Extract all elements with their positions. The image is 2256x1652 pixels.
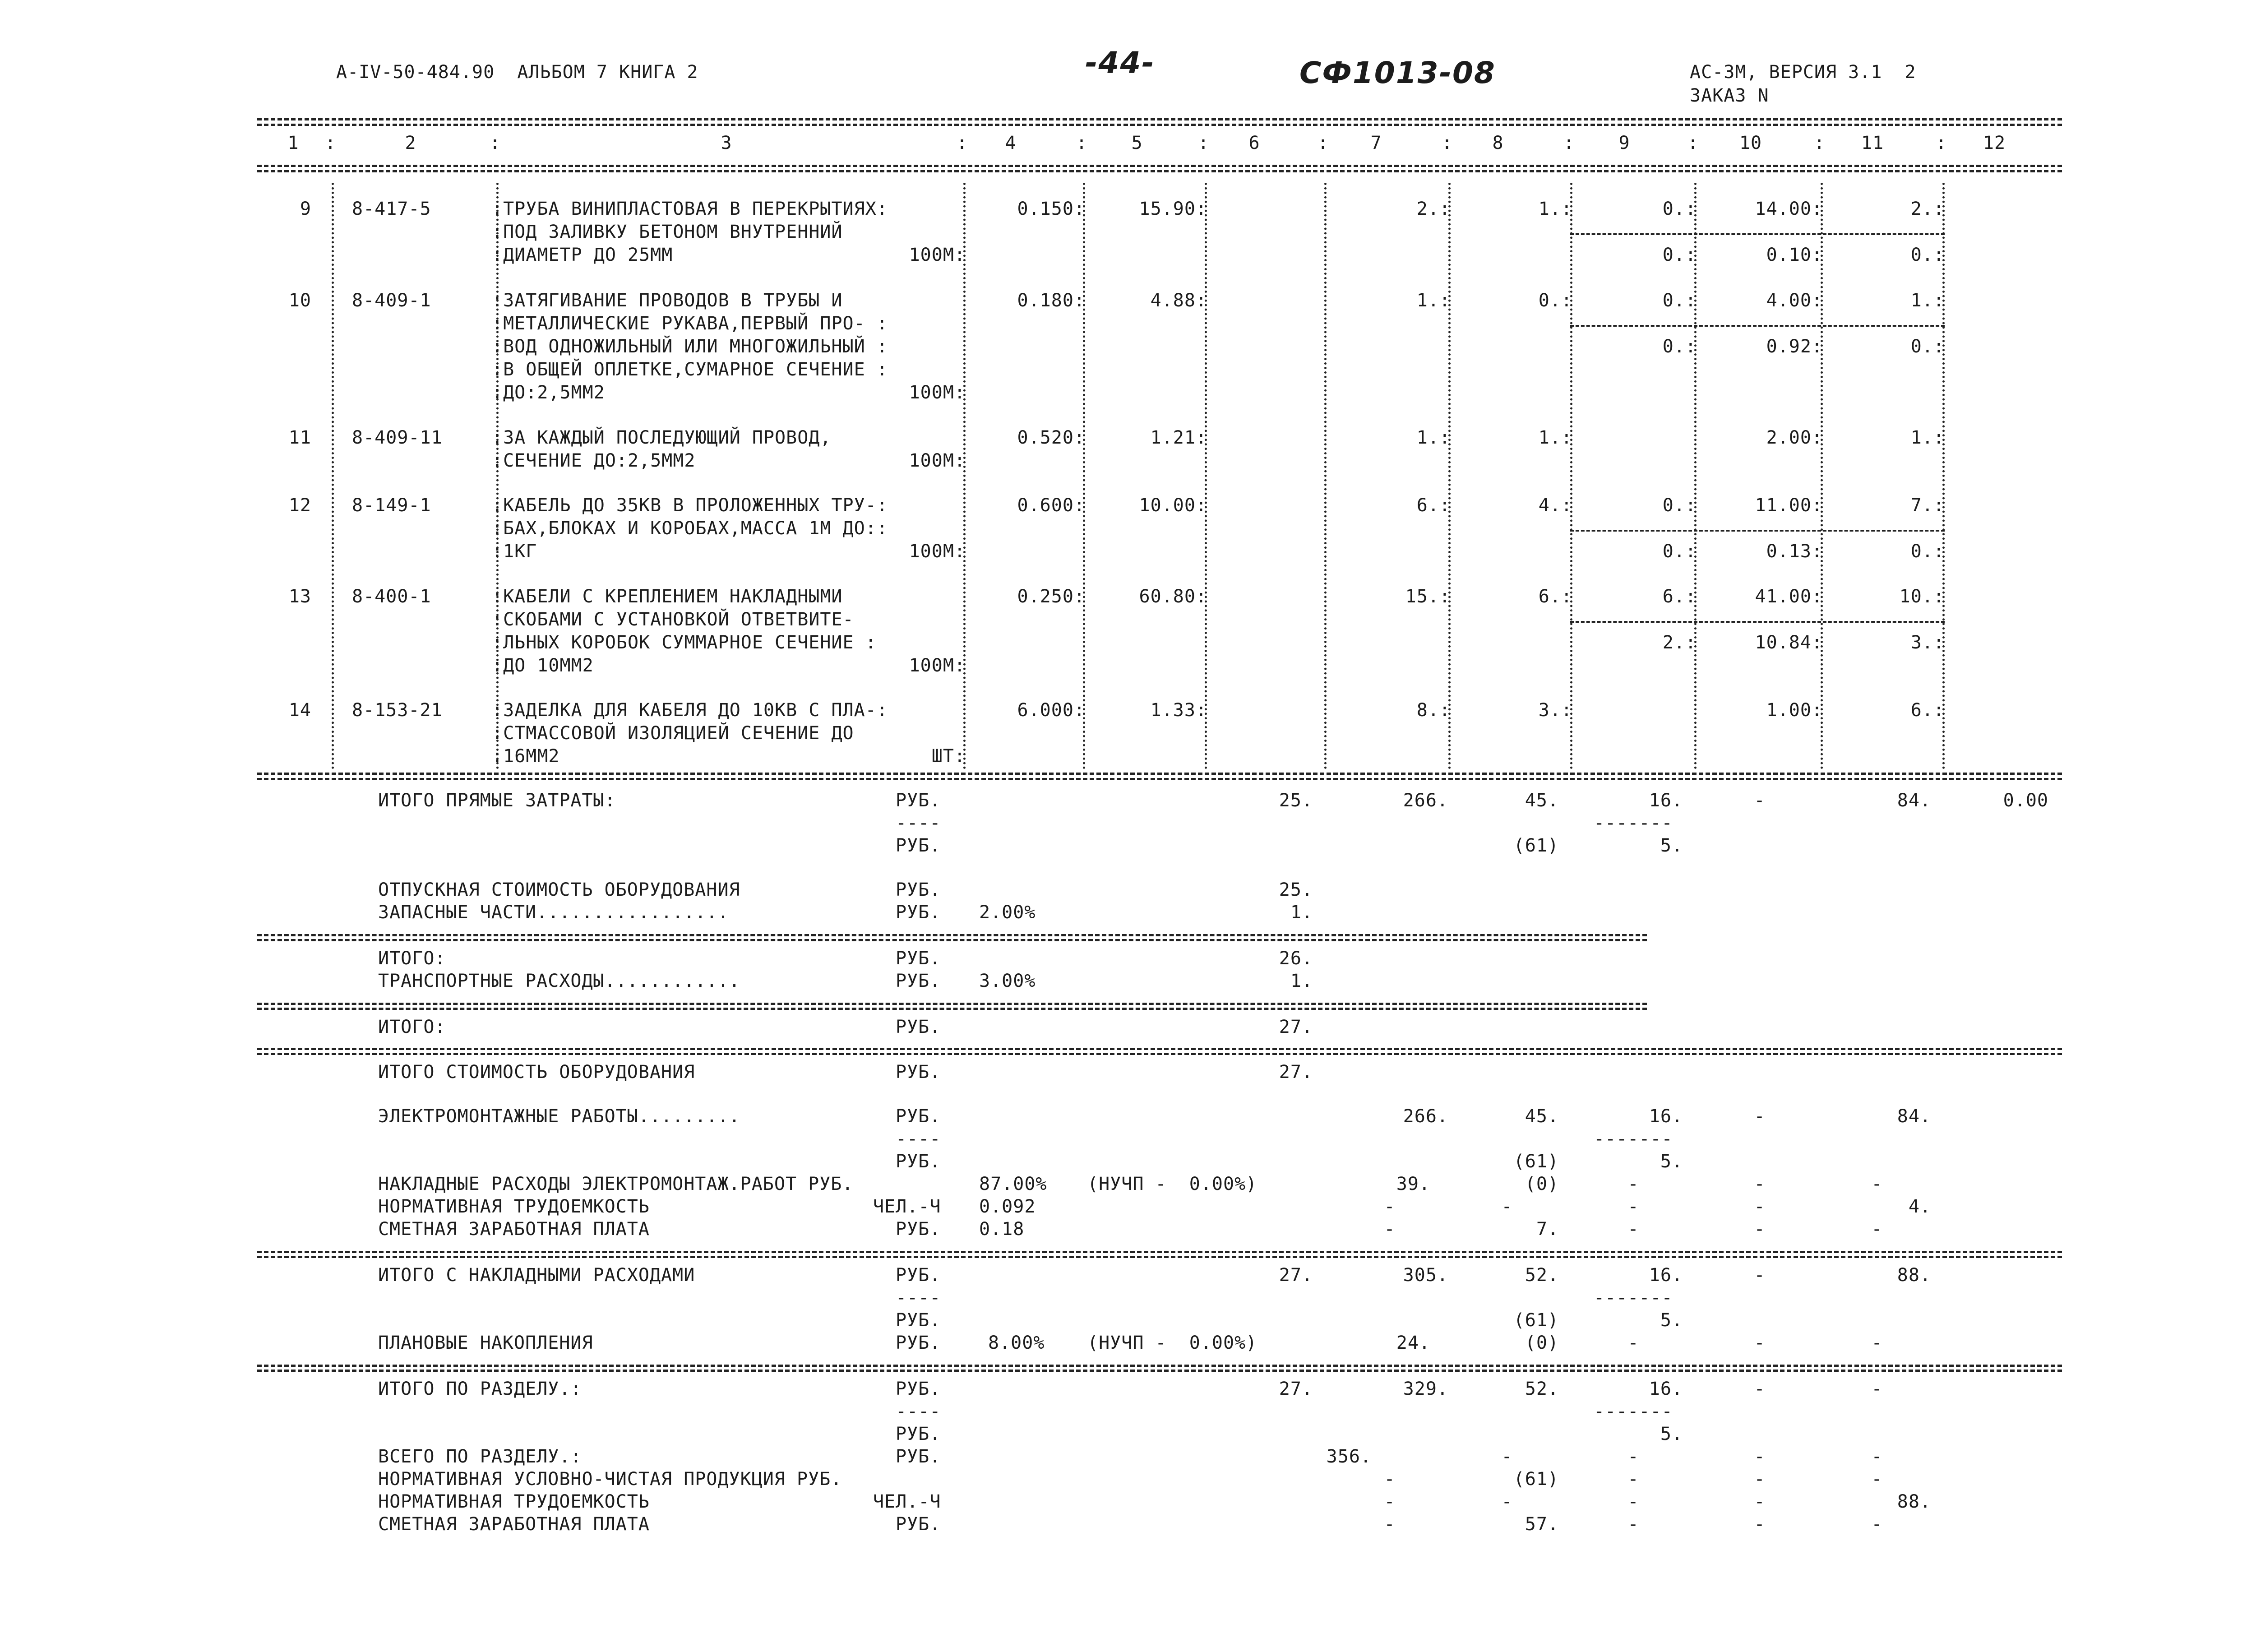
row-unit: ШТ:: [931, 746, 966, 767]
cell-col-9: 16.: [1649, 1379, 1683, 1399]
cell-col-8: -: [1501, 1491, 1513, 1512]
currency-unit: РУБ.: [896, 948, 941, 969]
rate-percent: 3.00%: [979, 971, 1036, 991]
handwritten-stamp: СФ1013-08: [1299, 56, 1496, 90]
row-description: :СЕЧЕНИЕ ДО:2,5ММ2: [492, 450, 696, 471]
col-header-10: 10: [1739, 133, 1762, 153]
cell-col-4: 0.520:: [1017, 427, 1085, 448]
cell-col-7: 266.: [1403, 1106, 1448, 1127]
row-description: :КАБЕЛИ С КРЕПЛЕНИЕМ НАКЛАДНЫМИ: [492, 586, 843, 607]
row-split-rule: [1570, 233, 1945, 235]
col-sep: :: [957, 133, 968, 153]
summary-label: НОРМАТИВНАЯ УСЛОВНО-ЧИСТАЯ ПРОДУКЦИЯ РУБ.: [378, 1469, 842, 1490]
cell-col-9: -: [1627, 1514, 1639, 1535]
cell-col-8: 1.:: [1538, 199, 1572, 219]
cell-col-4: 0.150:: [1017, 199, 1085, 219]
col-sep: :: [1563, 133, 1575, 153]
cell-col-5: 15.90:: [1139, 199, 1207, 219]
row-code: 8-149-1: [352, 495, 431, 516]
row-number: 13: [288, 586, 311, 607]
row-number: 10: [288, 290, 311, 311]
nuchp-note: (НУЧП - 0.00%): [1087, 1333, 1257, 1353]
cell-col-8: (0): [1525, 1333, 1559, 1353]
col-header-1: 1: [287, 133, 299, 153]
cell-col-8: 0.:: [1538, 290, 1572, 311]
col-header-2: 2: [405, 133, 416, 153]
currency-unit: РУБ.: [896, 790, 941, 811]
software-version: АС-3М, ВЕРСИЯ 3.1 2: [1690, 62, 1916, 83]
cell-col-9: 6.:: [1662, 586, 1697, 607]
cell-col-10: -: [1754, 1333, 1766, 1353]
cell-col-11: 1.:: [1910, 427, 1945, 448]
cell-col-10: -: [1754, 1446, 1766, 1467]
rate-percent: 87.00%: [979, 1174, 1047, 1194]
row-description: :БАХ,БЛОКАХ И КОРОБАХ,МАССА 1М ДО::: [492, 518, 888, 539]
summary-label: ПЛАНОВЫЕ НАКОПЛЕНИЯ: [378, 1333, 593, 1353]
row-number: 14: [288, 700, 311, 721]
row-number: 11: [288, 427, 311, 448]
col-header-9: 9: [1618, 133, 1630, 153]
cell-col-10: 1.00:: [1766, 700, 1823, 721]
cell-col-11: 0.:: [1910, 245, 1945, 265]
cell-col-4: 0.180:: [1017, 290, 1085, 311]
cell-col-10: 0.92:: [1766, 336, 1823, 357]
cell-col-9: -: [1627, 1174, 1639, 1194]
cell-col-10: 10.84:: [1755, 632, 1823, 653]
cell-col-11: -: [1871, 1219, 1883, 1240]
row-description: :1КГ: [492, 541, 537, 562]
cell-col-11: 1.:: [1910, 290, 1945, 311]
rule-marker: ----: [896, 1401, 941, 1422]
cell-col-9: 5.: [1660, 1424, 1683, 1444]
items-end-rule-2: [257, 778, 2062, 780]
row-description: :СКОБАМИ С УСТАНОВКОЙ ОТВЕТВИТЕ-: [492, 609, 854, 630]
col-header-12: 12: [1983, 133, 2006, 153]
cell-col-9: -: [1627, 1219, 1639, 1240]
grand-total: 356.: [1326, 1446, 1372, 1467]
currency-unit: РУБ.: [896, 1379, 941, 1399]
cell-col-5: 60.80:: [1139, 586, 1207, 607]
cell-col-8: 45.: [1525, 1106, 1559, 1127]
cell-col-10: -: [1754, 1514, 1766, 1535]
column-divider: [1205, 183, 1207, 769]
currency-unit: РУБ.: [896, 879, 941, 900]
column-divider: [332, 183, 334, 769]
cell-col-4: 0.600:: [1017, 495, 1085, 516]
subtotal-rule-2: [257, 939, 1647, 941]
cell-col-8: 3.:: [1538, 700, 1572, 721]
cell-col-6: 27.: [1279, 1265, 1313, 1286]
row-description: :КАБЕЛЬ ДО 35КВ В ПРОЛОЖЕННЫХ ТРУ-:: [492, 495, 888, 516]
cell-col-8: 52.: [1525, 1265, 1559, 1286]
currency-unit: РУБ.: [896, 1219, 941, 1240]
cell-col-8: (61): [1513, 1310, 1559, 1331]
summary-label: ИТОГО С НАКЛАДНЫМИ РАСХОДАМИ: [378, 1265, 695, 1286]
summary-label: НОРМАТИВНАЯ ТРУДОЕМКОСТЬ: [378, 1491, 650, 1512]
subtotal-rule: [257, 934, 1647, 936]
column-divider: [1083, 183, 1085, 769]
rate-percent: 8.00%: [988, 1333, 1045, 1353]
cell-col-7: 329.: [1403, 1379, 1448, 1399]
cell-col-9: -: [1627, 1333, 1639, 1353]
summary-label: ОТПУСКНАЯ СТОИМОСТЬ ОБОРУДОВАНИЯ: [378, 879, 740, 900]
currency-unit: РУБ.: [896, 1446, 941, 1467]
cell-col-9: 5.: [1660, 835, 1683, 856]
summary-label: ИТОГО:: [378, 948, 446, 969]
cell-col-8: 52.: [1525, 1379, 1559, 1399]
cell-col-11: -: [1871, 1333, 1883, 1353]
cell-col-6: 1.: [1290, 971, 1313, 991]
row-description: :ЛЬНЫХ КОРОБОК СУММАРНОЕ СЕЧЕНИЕ :: [492, 632, 877, 653]
cell-col-4: 0.250:: [1017, 586, 1085, 607]
cell-col-11: -: [1871, 1514, 1883, 1535]
cell-col-7: 1.:: [1416, 427, 1451, 448]
cell-col-12: 0.00: [2003, 790, 2048, 811]
cell-col-10: -: [1754, 1106, 1766, 1127]
col-sep: :: [490, 133, 501, 153]
row-description: :ДО 10ММ2: [492, 655, 594, 676]
cell-col-9: 0.:: [1662, 199, 1697, 219]
header-rule-bottom-2: [257, 170, 2062, 172]
column-divider: [1324, 183, 1327, 769]
cell-col-9: -: [1627, 1196, 1639, 1217]
cell-col-7: 1.:: [1416, 290, 1451, 311]
cell-col-9: 0.:: [1662, 336, 1697, 357]
row-code: 8-409-1: [352, 290, 431, 311]
row-code: 8-153-21: [352, 700, 443, 721]
cell-col-10: -: [1754, 790, 1766, 811]
cell-col-8: -: [1501, 1196, 1513, 1217]
items-end-rule: [257, 773, 2062, 775]
cell-col-9: 0.:: [1662, 245, 1697, 265]
column-divider: [1570, 183, 1572, 769]
cell-col-10: 2.00:: [1766, 427, 1823, 448]
row-description: :СТМАССОВОЙ ИЗОЛЯЦИЕЙ СЕЧЕНИЕ ДО: [492, 723, 854, 744]
col-header-7: 7: [1370, 133, 1382, 153]
section-rule: [257, 1365, 2062, 1367]
header-rule-top: [257, 118, 2062, 120]
cell-col-7: -: [1384, 1469, 1396, 1490]
section-rule-2: [257, 1053, 2062, 1055]
row-unit: 100М:: [909, 541, 966, 562]
cell-col-7: 305.: [1403, 1265, 1448, 1286]
col-sep: :: [325, 133, 337, 153]
cell-col-10: -: [1754, 1379, 1766, 1399]
cell-col-11: 4.: [1908, 1196, 1931, 1217]
row-code: 8-409-11: [352, 427, 443, 448]
cell-col-8: (61): [1513, 835, 1559, 856]
row-unit: 100М:: [909, 450, 966, 471]
row-description: :16ММ2: [492, 746, 560, 767]
cell-col-5: 1.33:: [1150, 700, 1207, 721]
col-sep: :: [1442, 133, 1453, 153]
row-description: :МЕТАЛЛИЧЕСКИЕ РУКАВА,ПЕРВЫЙ ПРО- :: [492, 313, 888, 334]
cell-col-9: 0.:: [1662, 541, 1697, 562]
wage-value: 0.18: [979, 1219, 1025, 1240]
rule-marker: ----: [896, 1129, 941, 1149]
currency-unit: РУБ.: [896, 1310, 941, 1331]
section-rule: [257, 1048, 2062, 1050]
nuchp-note: (НУЧП - 0.00%): [1087, 1174, 1257, 1194]
cell-col-11: 84.: [1897, 790, 1931, 811]
labor-unit: ЧЕЛ.-Ч: [873, 1491, 941, 1512]
cell-col-8: 4.:: [1538, 495, 1572, 516]
cell-col-8: 45.: [1525, 790, 1559, 811]
row-split-rule: [1570, 530, 1945, 532]
col-sep: :: [1076, 133, 1088, 153]
cell-col-11: -: [1871, 1469, 1883, 1490]
cell-col-11: 0.:: [1910, 336, 1945, 357]
row-description: :ЗАДЕЛКА ДЛЯ КАБЕЛЯ ДО 10КВ С ПЛА-:: [492, 700, 888, 721]
rule-marker: -------: [1594, 813, 1673, 833]
cell-col-11: 84.: [1897, 1106, 1931, 1127]
section-rule-2: [257, 1370, 2062, 1372]
currency-unit: РУБ.: [896, 1333, 941, 1353]
cell-col-8: -: [1501, 1446, 1513, 1467]
summary-label: СМЕТНАЯ ЗАРАБОТНАЯ ПЛАТА: [378, 1219, 650, 1240]
cell-col-8: 57.: [1525, 1514, 1559, 1535]
cell-col-11: 3.:: [1910, 632, 1945, 653]
summary-label: СМЕТНАЯ ЗАРАБОТНАЯ ПЛАТА: [378, 1514, 650, 1535]
row-description: :ТРУБА ВИНИПЛАСТОВАЯ В ПЕРЕКРЫТИЯХ:: [492, 199, 888, 219]
currency-unit: РУБ.: [896, 1265, 941, 1286]
cell-col-11: -: [1871, 1446, 1883, 1467]
row-description: :В ОБЩЕЙ ОПЛЕТКЕ,СУМАРНОЕ СЕЧЕНИЕ :: [492, 359, 888, 380]
summary-label: ВСЕГО ПО РАЗДЕЛУ.:: [378, 1446, 582, 1467]
cell-col-9: 0.:: [1662, 290, 1697, 311]
cell-col-10: 0.10:: [1766, 245, 1823, 265]
rule-marker: ----: [896, 813, 941, 833]
cell-col-7: -: [1384, 1514, 1396, 1535]
row-number: 9: [300, 199, 311, 219]
cell-col-11: 10.:: [1899, 586, 1945, 607]
cell-col-9: 16.: [1649, 790, 1683, 811]
row-unit: 100М:: [909, 382, 966, 403]
col-header-11: 11: [1861, 133, 1884, 153]
rate-percent: 2.00%: [979, 902, 1036, 923]
section-rule-2: [257, 1256, 2062, 1258]
subtotal-rule-2: [257, 1008, 1647, 1010]
row-unit: 100М:: [909, 245, 966, 265]
cell-col-8: 6.:: [1538, 586, 1572, 607]
currency-unit: РУБ.: [896, 1151, 941, 1172]
cell-col-7: 6.:: [1416, 495, 1451, 516]
cell-col-7: 2.:: [1416, 199, 1451, 219]
row-description: :ДО:2,5ММ2: [492, 382, 605, 403]
cell-col-10: -: [1754, 1265, 1766, 1286]
cell-col-11: 2.:: [1910, 199, 1945, 219]
cell-col-10: 41.00:: [1755, 586, 1823, 607]
rule-marker: -------: [1594, 1401, 1673, 1422]
currency-unit: РУБ.: [896, 835, 941, 856]
currency-unit: РУБ.: [896, 1062, 941, 1083]
row-description: :ДИАМЕТР ДО 25ММ: [492, 245, 673, 265]
cell-col-8: (61): [1513, 1469, 1559, 1490]
cell-col-6: 1.: [1290, 902, 1313, 923]
cell-col-7: 266.: [1403, 790, 1448, 811]
row-description: :ЗА КАЖДЫЙ ПОСЛЕДУЮЩИЙ ПРОВОД,: [492, 427, 832, 448]
currency-unit: РУБ.: [896, 902, 941, 923]
row-code: 8-417-5: [352, 199, 431, 219]
page-number: -44-: [1085, 46, 1155, 80]
cell-col-7: 15.:: [1405, 586, 1451, 607]
currency-unit: РУБ.: [896, 1106, 941, 1127]
column-divider: [963, 183, 966, 769]
subtotal-rule: [257, 1003, 1647, 1005]
col-header-5: 5: [1131, 133, 1143, 153]
cell-col-6: 26.: [1279, 948, 1313, 969]
cell-col-7: -: [1384, 1196, 1396, 1217]
col-header-8: 8: [1492, 133, 1504, 153]
summary-label: НОРМАТИВНАЯ ТРУДОЕМКОСТЬ: [378, 1196, 650, 1217]
summary-label: ТРАНСПОРТНЫЕ РАСХОДЫ............: [378, 971, 740, 991]
row-description: :ВОД ОДНОЖИЛЬНЫЙ ИЛИ МНОГОЖИЛЬНЫЙ :: [492, 336, 888, 357]
cell-col-11: 7.:: [1910, 495, 1945, 516]
cell-col-9: 16.: [1649, 1265, 1683, 1286]
cell-col-5: 10.00:: [1139, 495, 1207, 516]
cell-col-4: 6.000:: [1017, 700, 1085, 721]
col-sep: :: [1198, 133, 1210, 153]
row-split-rule: [1570, 621, 1945, 623]
col-sep: :: [1318, 133, 1329, 153]
currency-unit: РУБ.: [896, 1424, 941, 1444]
col-sep: :: [1814, 133, 1826, 153]
cell-col-6: 27.: [1279, 1379, 1313, 1399]
cell-col-11: 6.:: [1910, 700, 1945, 721]
col-header-4: 4: [1005, 133, 1017, 153]
column-divider: [496, 183, 499, 769]
cell-col-7: 8.:: [1416, 700, 1451, 721]
cell-col-6: 27.: [1279, 1062, 1313, 1083]
cell-col-11: -: [1871, 1174, 1883, 1194]
row-description: :ЗАТЯГИВАНИЕ ПРОВОДОВ В ТРУБЫ И: [492, 290, 843, 311]
row-number: 12: [288, 495, 311, 516]
cell-col-7: 24.: [1396, 1333, 1430, 1353]
cell-col-10: -: [1754, 1491, 1766, 1512]
cell-col-7: 39.: [1396, 1174, 1430, 1194]
cell-col-5: 4.88:: [1150, 290, 1207, 311]
document-reference: А-IV-50-484.90 АЛЬБОМ 7 КНИГА 2: [336, 62, 698, 83]
cell-col-11: -: [1871, 1379, 1883, 1399]
cell-col-9: 5.: [1660, 1151, 1683, 1172]
column-divider: [1821, 183, 1823, 769]
labor-value: 0.092: [979, 1196, 1036, 1217]
header-rule-top-2: [257, 124, 2062, 126]
cell-col-6: 25.: [1279, 790, 1313, 811]
cell-col-9: 16.: [1649, 1106, 1683, 1127]
column-divider: [1448, 183, 1451, 769]
cell-col-10: 4.00:: [1766, 290, 1823, 311]
cell-col-9: 0.:: [1662, 495, 1697, 516]
cell-col-9: 5.: [1660, 1310, 1683, 1331]
rule-marker: -------: [1594, 1287, 1673, 1308]
currency-unit: РУБ.: [896, 1017, 941, 1037]
col-sep: :: [1687, 133, 1699, 153]
row-code: 8-400-1: [352, 586, 431, 607]
section-rule: [257, 1251, 2062, 1253]
cell-col-10: -: [1754, 1174, 1766, 1194]
labor-unit: ЧЕЛ.-Ч: [873, 1196, 941, 1217]
row-unit: 100М:: [909, 655, 966, 676]
col-header-3: 3: [721, 133, 732, 153]
cell-col-11: 88.: [1897, 1265, 1931, 1286]
summary-label: ЗАПАСНЫЕ ЧАСТИ.................: [378, 902, 729, 923]
cell-col-8: (0): [1525, 1174, 1559, 1194]
col-header-6: 6: [1248, 133, 1260, 153]
cell-col-10: -: [1754, 1219, 1766, 1240]
cell-col-10: 11.00:: [1755, 495, 1823, 516]
cell-col-9: -: [1627, 1469, 1639, 1490]
row-description: :ПОД ЗАЛИВКУ БЕТОНОМ ВНУТРЕННИЙ: [492, 222, 843, 242]
summary-label: ИТОГО ПО РАЗДЕЛУ.:: [378, 1379, 582, 1399]
cell-col-8: 7.: [1536, 1219, 1559, 1240]
cell-col-10: -: [1754, 1469, 1766, 1490]
summary-label: ИТОГО ПРЯМЫЕ ЗАТРАТЫ:: [378, 790, 616, 811]
cell-col-11: 0.:: [1910, 541, 1945, 562]
currency-unit: РУБ.: [896, 971, 941, 991]
cell-col-10: 14.00:: [1755, 199, 1823, 219]
order-number: ЗАКАЗ N: [1690, 85, 1769, 106]
cell-col-9: 2.:: [1662, 632, 1697, 653]
cell-col-6: 27.: [1279, 1017, 1313, 1037]
cell-col-7: -: [1384, 1219, 1396, 1240]
row-split-rule: [1570, 325, 1945, 327]
summary-label: ЭЛЕКТРОМОНТАЖНЫЕ РАБОТЫ.........: [378, 1106, 740, 1127]
column-divider: [1942, 183, 1945, 769]
cell-col-11: 88.: [1897, 1491, 1931, 1512]
cell-col-9: -: [1627, 1491, 1639, 1512]
column-divider: [1694, 183, 1697, 769]
cell-col-8: (61): [1513, 1151, 1559, 1172]
cell-col-7: -: [1384, 1491, 1396, 1512]
cell-col-8: 1.:: [1538, 427, 1572, 448]
rule-marker: -------: [1594, 1129, 1673, 1149]
col-sep: :: [1936, 133, 1947, 153]
rule-marker: ----: [896, 1287, 941, 1308]
cell-col-5: 1.21:: [1150, 427, 1207, 448]
currency-unit: РУБ.: [896, 1514, 941, 1535]
cell-col-10: 0.13:: [1766, 541, 1823, 562]
summary-label: ИТОГО:: [378, 1017, 446, 1037]
cell-col-9: -: [1627, 1446, 1639, 1467]
cell-col-6: 25.: [1279, 879, 1313, 900]
header-rule-bottom: [257, 165, 2062, 167]
summary-label: ИТОГО СТОИМОСТЬ ОБОРУДОВАНИЯ: [378, 1062, 695, 1083]
cell-col-10: -: [1754, 1196, 1766, 1217]
summary-label: НАКЛАДНЫЕ РАСХОДЫ ЭЛЕКТРОМОНТАЖ.РАБОТ РУБ.: [378, 1174, 854, 1194]
